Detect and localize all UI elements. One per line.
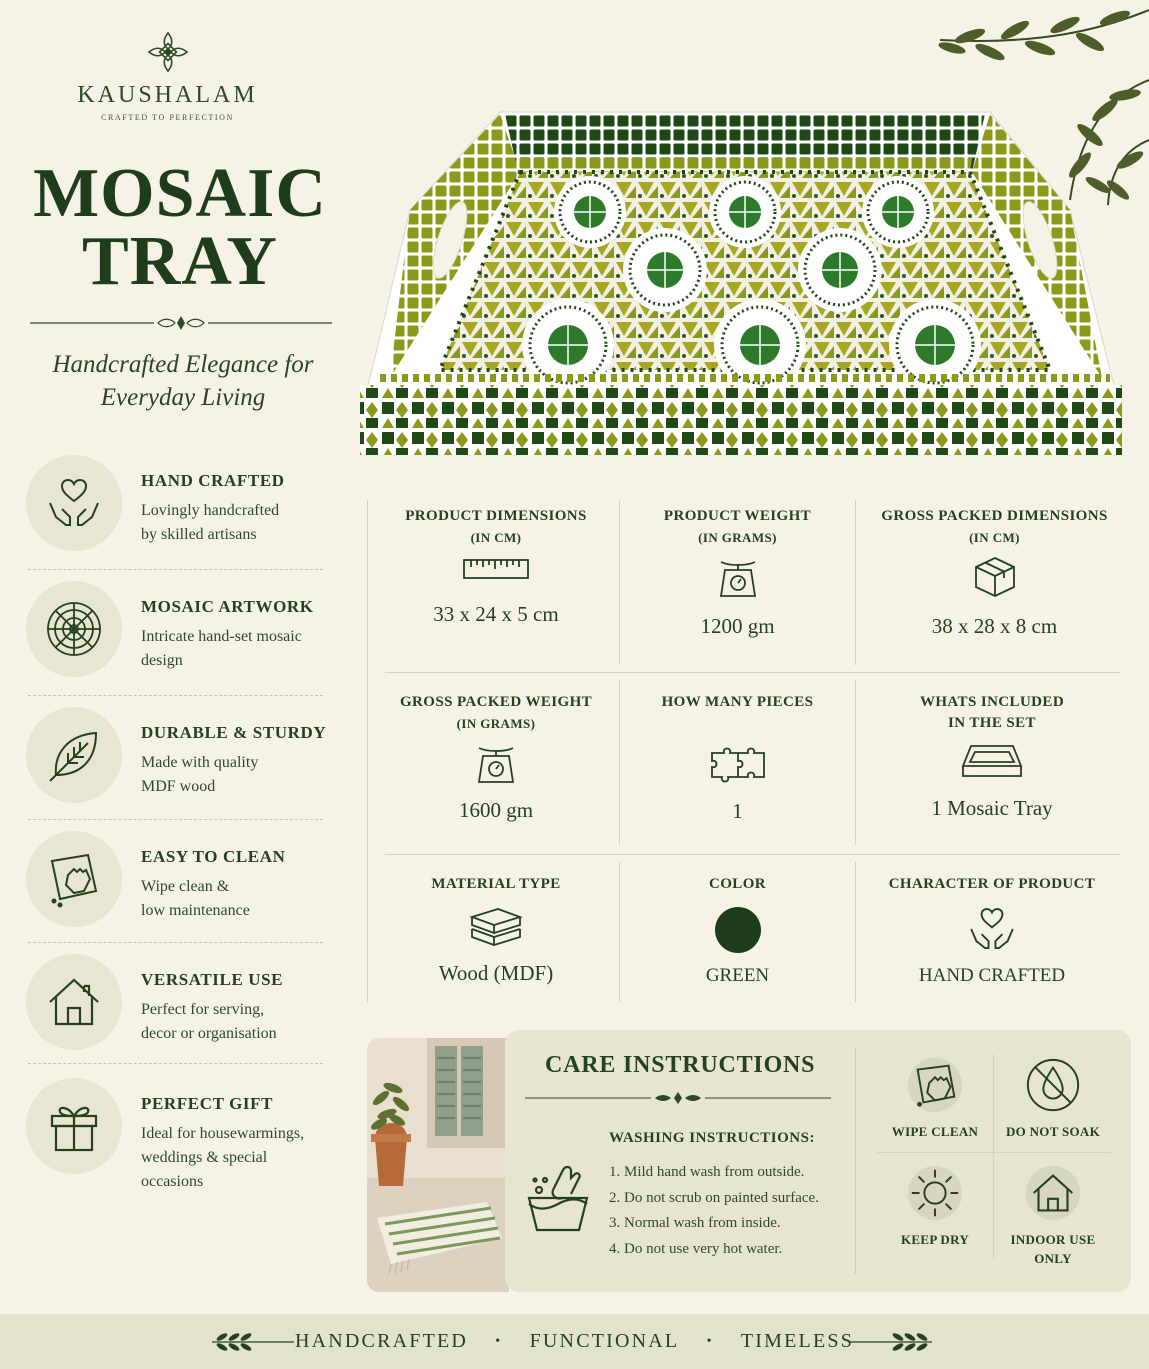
spec-value: Wood (MDF) <box>438 961 554 985</box>
feature-icon-circle <box>26 455 122 551</box>
subtitle-line-1: Handcrafted Elegance for <box>52 351 314 378</box>
grid-divider <box>367 500 368 1003</box>
color-swatch <box>715 907 761 953</box>
footer-word: TIMELESS <box>740 1330 855 1352</box>
spec-label: PRODUCT DIMENSIONS <box>405 508 587 524</box>
ornament-divider <box>525 1088 831 1108</box>
hands-heart-icon <box>966 903 1018 955</box>
grid-divider <box>855 500 856 665</box>
brand-block <box>60 30 275 122</box>
page-title <box>28 155 332 300</box>
box-icon <box>972 554 1018 600</box>
spec-sublabel: (IN GRAMS) <box>456 716 536 731</box>
care-separator <box>855 1048 856 1274</box>
feature-desc-line: Wipe clean & <box>141 878 230 895</box>
spec-whats-included <box>862 692 1122 821</box>
feature-icon-circle <box>26 581 122 677</box>
spec-value: GREEN <box>705 965 770 986</box>
feature-versatile-use <box>26 954 322 1064</box>
grid-divider <box>385 672 1120 673</box>
house-icon <box>44 972 104 1032</box>
care-icon-label-line: ONLY <box>1034 1251 1072 1266</box>
feature-desc <box>141 625 351 673</box>
tray-icon <box>961 740 1023 780</box>
hands-heart-icon <box>44 473 104 533</box>
feature-title: HAND CRAFTED <box>141 471 285 490</box>
feature-separator <box>28 819 323 820</box>
care-icon-label-line: INDOOR USE <box>1010 1232 1096 1247</box>
feature-durable <box>26 707 327 817</box>
care-do-not-soak <box>993 1056 1113 1141</box>
feature-desc <box>141 499 351 547</box>
washing-step: 2. Do not scrub on painted surface. <box>609 1189 819 1206</box>
spec-label: GROSS PACKED WEIGHT <box>399 694 593 710</box>
grid-divider <box>855 680 856 845</box>
spec-character-of-product <box>862 874 1122 987</box>
leaf-icon <box>44 725 104 785</box>
footer-word: HANDCRAFTED <box>294 1330 469 1352</box>
subtitle-line-2: Everyday Living <box>100 384 266 411</box>
mosaic-circle-icon <box>44 599 104 659</box>
feature-easy-clean <box>26 831 322 941</box>
feature-title: VERSATILE USE <box>141 970 284 989</box>
feature-title: PERFECT GIFT <box>141 1094 274 1113</box>
footer-word: FUNCTIONAL <box>529 1330 680 1352</box>
ruler-icon <box>461 554 531 584</box>
care-icon-label: DO NOT SOAK <box>1005 1124 1101 1139</box>
care-wipe-clean <box>875 1056 995 1141</box>
title-line-1: MOSAIC <box>33 155 327 232</box>
spec-material-type <box>372 874 620 986</box>
spec-value: 1600 gm <box>458 798 534 822</box>
feature-desc <box>141 1122 351 1194</box>
washing-step: 1. Mild hand wash from outside. <box>609 1164 805 1180</box>
feature-separator <box>28 1063 323 1064</box>
spec-value: 1 Mosaic Tray <box>931 796 1053 820</box>
feature-title: MOSAIC ARTWORK <box>141 597 314 616</box>
washing-title: WASHING INSTRUCTIONS: <box>609 1130 815 1146</box>
laurel-right-icon <box>846 1332 936 1352</box>
footer-tagline <box>0 1330 1149 1353</box>
ornament-divider <box>30 314 332 332</box>
feature-icon-circle <box>26 954 122 1050</box>
subtitle <box>28 348 338 414</box>
feature-desc-line: Perfect for serving, <box>141 1001 265 1018</box>
spec-label: CHARACTER OF PRODUCT <box>888 876 1096 892</box>
hand-wash-icon <box>523 1160 593 1234</box>
washing-steps-list <box>609 1160 819 1262</box>
wood-planks-icon <box>468 905 524 949</box>
footer-band <box>0 1314 1149 1369</box>
feature-title: EASY TO CLEAN <box>141 847 286 866</box>
care-indoor-use <box>993 1164 1113 1268</box>
mosaic-tray-image <box>350 100 1140 470</box>
feature-title: DURABLE & STURDY <box>141 723 327 742</box>
washing-step: 4. Do not use very hot water. <box>609 1240 783 1257</box>
spec-product-dimensions <box>372 506 620 627</box>
title-line-2: TRAY <box>82 223 278 300</box>
spec-product-weight <box>620 506 855 639</box>
feature-mosaic-artwork <box>26 581 322 691</box>
house-icon <box>1024 1164 1082 1222</box>
spec-sublabel: (IN CM) <box>969 530 1020 545</box>
feature-desc-line: weddings & special <box>141 1149 268 1166</box>
spec-value: 1200 gm <box>700 614 775 638</box>
spec-color <box>620 874 855 987</box>
wipe-hand-icon <box>906 1056 964 1114</box>
spec-label: MATERIAL TYPE <box>431 876 561 892</box>
spec-label: PRODUCT WEIGHT <box>663 508 812 524</box>
grid-divider <box>385 854 1120 855</box>
no-soak-icon <box>1024 1056 1082 1114</box>
feature-separator <box>28 569 323 570</box>
scale-icon <box>715 554 761 600</box>
spec-value: 1 <box>732 799 743 823</box>
grid-divider <box>855 862 856 1002</box>
care-icon-separator <box>877 1152 1111 1153</box>
feature-icon-circle <box>26 707 122 803</box>
footer-separator: • <box>706 1334 714 1349</box>
feature-desc-line: MDF wood <box>141 778 216 795</box>
feature-desc <box>141 751 351 799</box>
spec-label: HOW MANY PIECES <box>661 694 814 710</box>
care-title: CARE INSTRUCTIONS <box>545 1052 816 1078</box>
spec-how-many-pieces <box>620 692 855 824</box>
feature-desc-line: Intricate hand-set mosaic <box>141 628 302 645</box>
feature-desc-line: by skilled artisans <box>141 526 257 543</box>
feature-icon-circle <box>26 831 122 927</box>
brand-tagline: CRAFTED TO PERFECTION <box>101 113 234 122</box>
brand-logo-icon <box>146 30 190 74</box>
feature-desc-line: Lovingly handcrafted <box>141 502 280 519</box>
spec-value: 38 x 28 x 8 cm <box>931 614 1058 638</box>
spec-sublabel: (IN GRAMS) <box>698 530 777 545</box>
scale-icon <box>473 740 519 786</box>
spec-sublabel: IN THE SET <box>948 715 1036 731</box>
care-icon-label: WIPE CLEAN <box>891 1124 979 1139</box>
spec-value: 33 x 24 x 5 cm <box>433 602 559 626</box>
footer-separator: • <box>495 1334 503 1349</box>
feature-desc <box>141 998 351 1046</box>
spec-value: HAND CRAFTED <box>918 965 1066 986</box>
sun-icon <box>906 1164 964 1222</box>
care-icon-label: KEEP DRY <box>900 1232 970 1247</box>
spec-gross-packed-dimensions <box>862 506 1127 639</box>
feature-desc-line: Made with quality <box>141 754 259 771</box>
care-keep-dry <box>875 1164 995 1249</box>
spec-label: GROSS PACKED DIMENSIONS <box>881 508 1108 524</box>
feature-desc-line: decor or organisation <box>141 1025 277 1042</box>
spec-gross-packed-weight <box>372 692 620 823</box>
spec-label: WHATS INCLUDED <box>919 694 1065 710</box>
feature-desc-line: occasions <box>141 1173 204 1190</box>
feature-perfect-gift <box>26 1078 322 1188</box>
wipe-hand-icon <box>44 849 104 909</box>
feature-desc-line: Ideal for housewarmings, <box>141 1125 305 1142</box>
feature-desc <box>141 875 351 923</box>
washing-step: 3. Normal wash from inside. <box>609 1215 781 1231</box>
spec-sublabel: (IN CM) <box>470 530 522 545</box>
lifestyle-photo <box>367 1038 509 1292</box>
care-panel <box>505 1030 1131 1292</box>
feature-desc-line: design <box>141 652 183 669</box>
puzzle-icon <box>708 743 768 787</box>
feature-desc-line: low maintenance <box>141 902 250 919</box>
feature-hand-crafted <box>26 455 322 565</box>
care-instructions-card <box>367 1030 1131 1292</box>
brand-name: KAUSHALAM <box>77 82 258 108</box>
feature-separator <box>28 695 323 696</box>
feature-icon-circle <box>26 1078 122 1174</box>
care-icon-label <box>993 1230 1113 1268</box>
spec-label: COLOR <box>708 876 766 892</box>
gift-icon <box>44 1096 104 1156</box>
feature-separator <box>28 942 323 943</box>
